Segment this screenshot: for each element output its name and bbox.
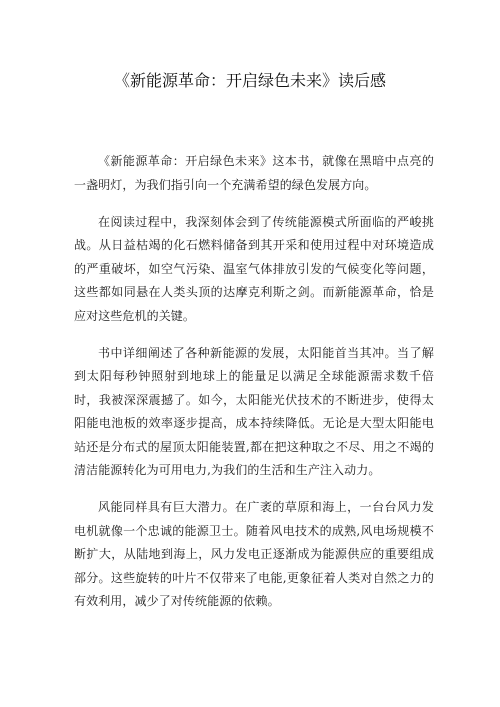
paragraph-traditional-energy-challenges: 在阅读过程中，我深刻体会到了传统能源模式所面临的严峻挑战。从日益枯竭的化石燃料储备到其开采和使用过程中对环境造成的严重破坏，如空气污染、温室气体排放引发的气候变化等问题，这些都如同悬在人类头顶的达摩克利斯之剑。而新能源革命，恰是应对这些危机的关键。 xyxy=(74,214,434,323)
paragraph-wind-energy: 风能同样具有巨大潜力。在广袤的草原和海上，一台台风力发电机就像一个忠诚的能源卫士。随着风电技术的成熟,风电场规模不断扩大，从陆地到海上，风力发电正逐渐成为能源供应的重要组成部分。这些旋转的叶片不仅带来了电能,更象征着人类对自然之力的有效利用，减少了对传统能源的依赖。 xyxy=(74,500,434,608)
document-title: 《新能源革命：开启绿色未来》读后感 xyxy=(113,71,386,90)
paragraph-solar-energy: 书中详细阐述了各种新能源的发展，太阳能首当其冲。当了解到太阳每秒钟照射到地球上的能量足以满足全球能源需求数千倍时，我被深深震撼了。如今，太阳能光伏技术的不断进步，使得太阳能电池板的效率逐步提高，成本持续降低。无论是大型太阳能电站还是分布式的屋顶太阳能装置,都在把这种取之不尽、用之不竭的清洁能源转化为可用电力,为我们的生活和生产注入动力。 xyxy=(74,345,434,477)
document-body xyxy=(74,150,434,614)
paragraph-intro: 《新能源革命：开启绿色未来》这本书，就像在黑暗中点亮的一盏明灯，为我们指引向一个充满希望的绿色发展方向。 xyxy=(74,154,434,192)
